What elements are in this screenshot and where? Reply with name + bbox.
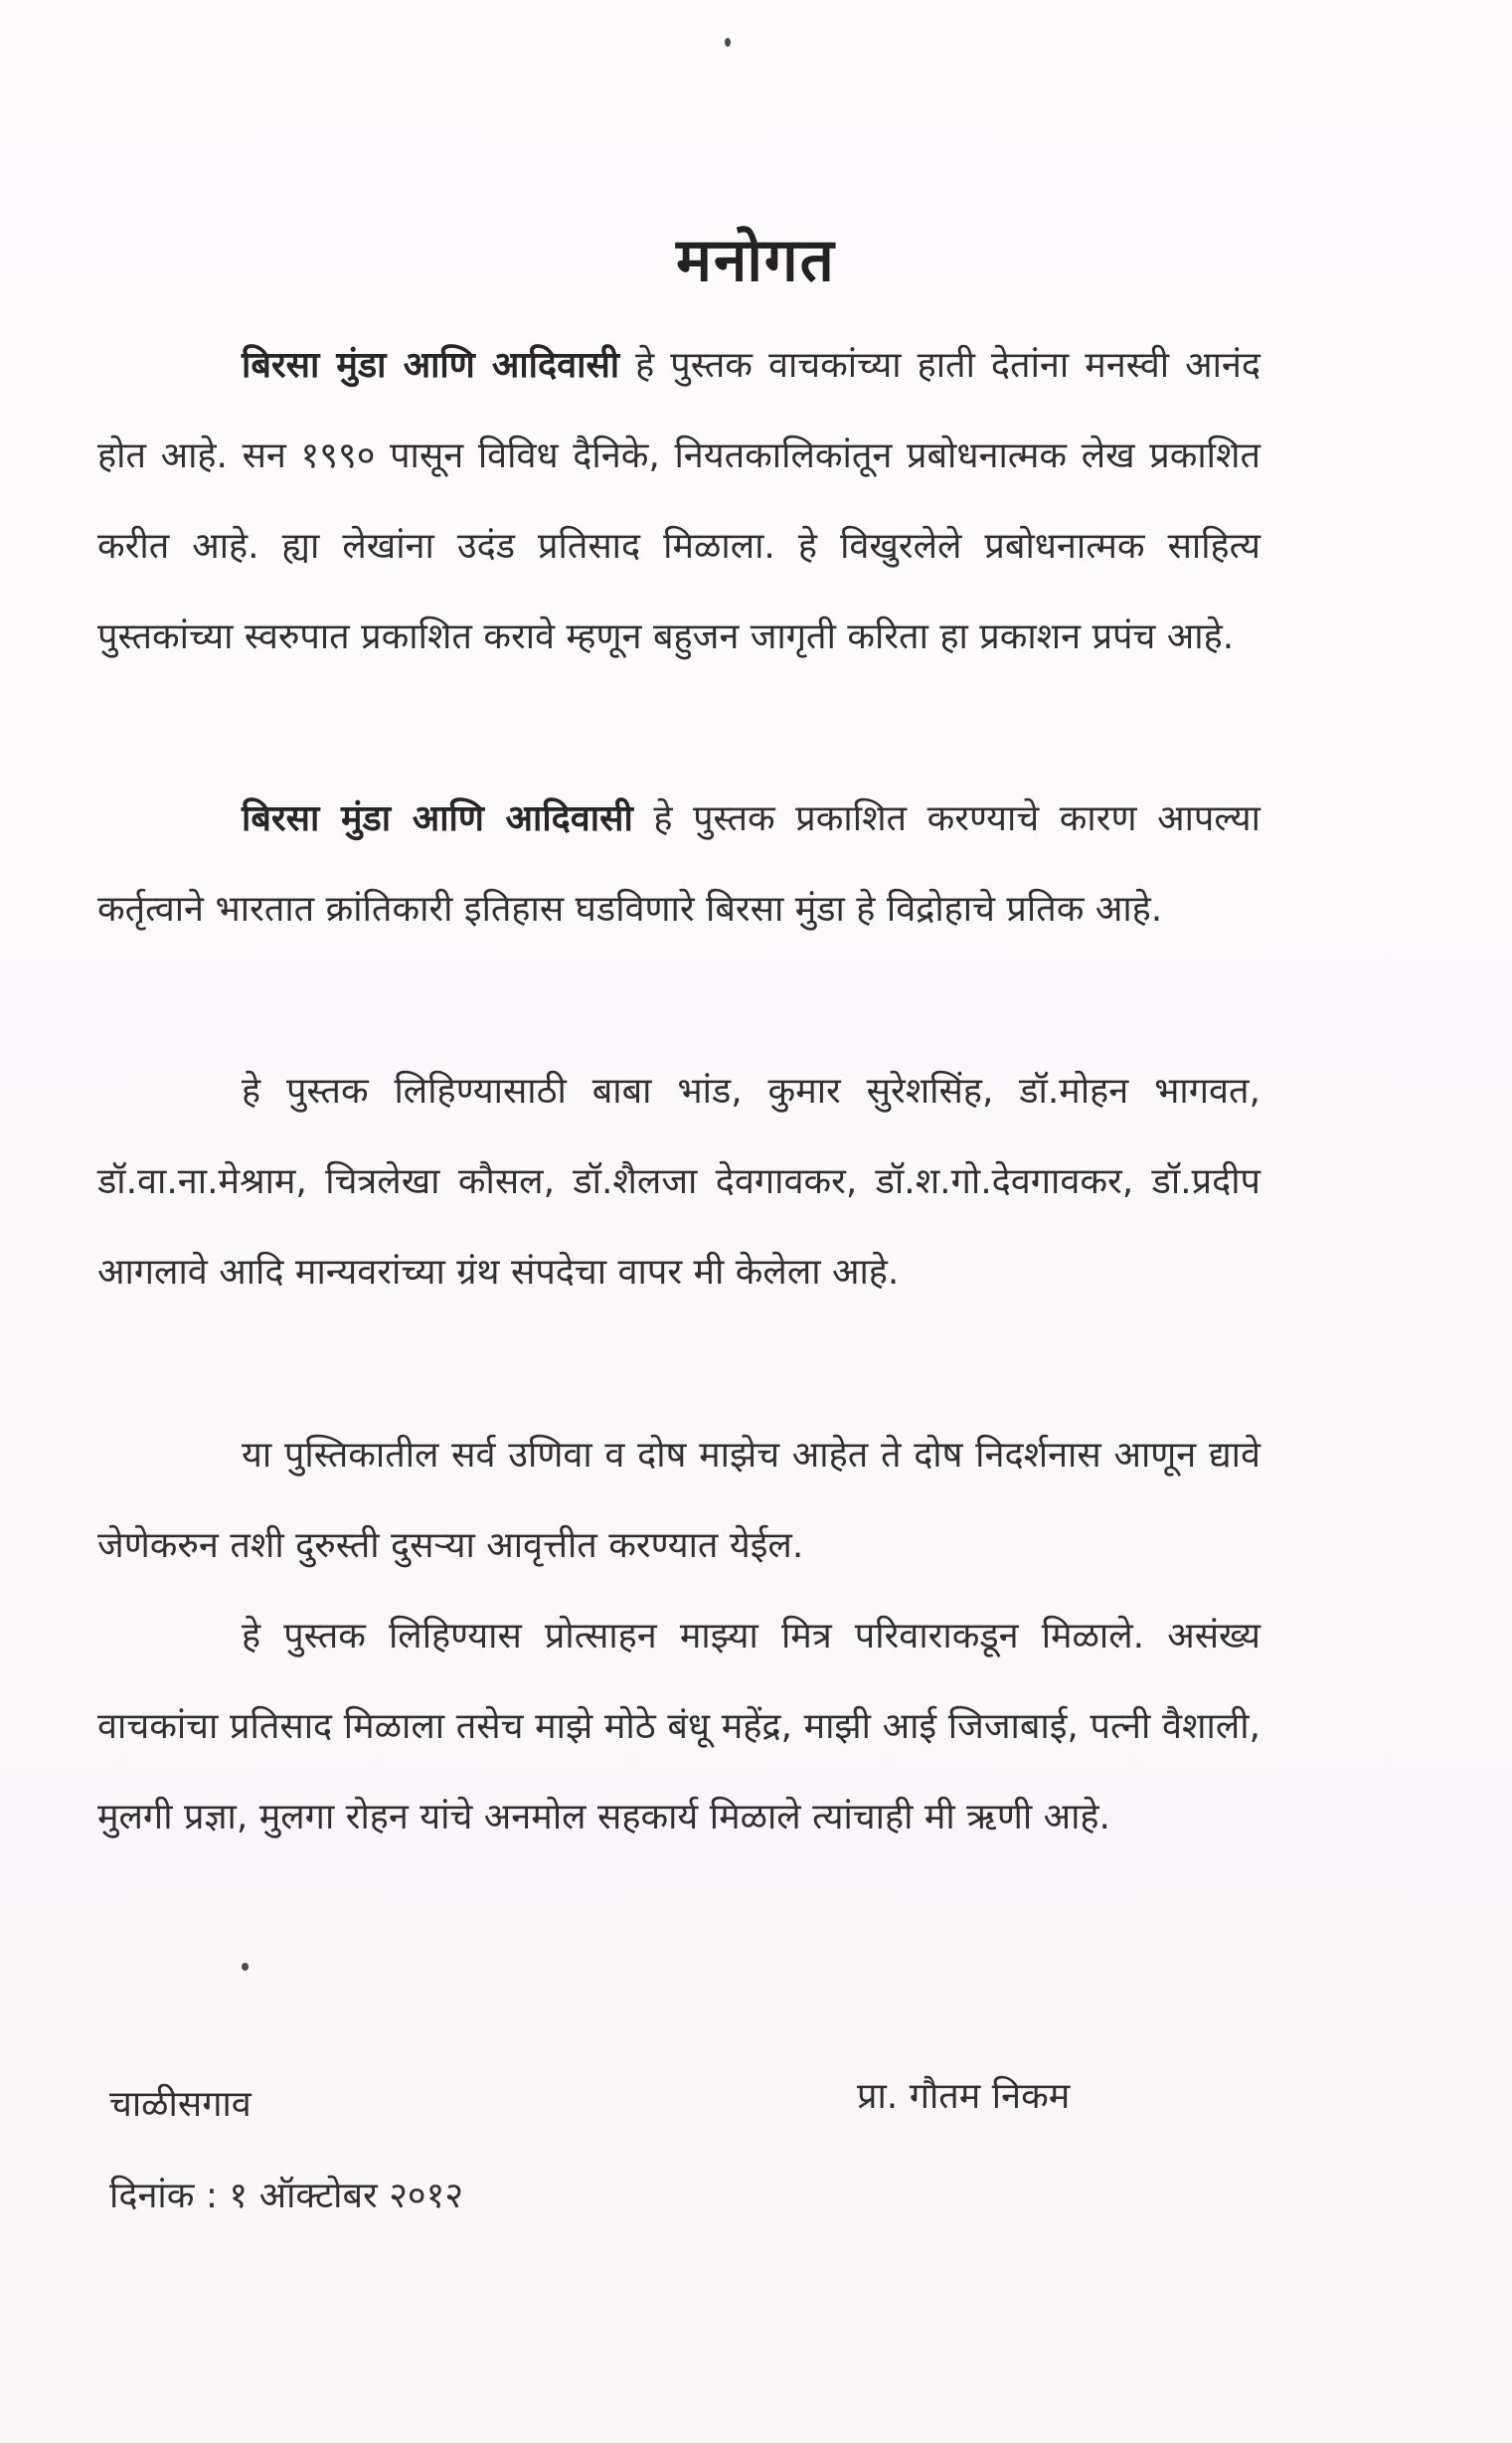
paragraph-2 xyxy=(97,774,1260,955)
date-label: दिनांक : १ ऑक्टोबर २०१२ xyxy=(109,2176,464,2216)
paragraph-4-text: या पुस्तिकातील सर्व उणिवा व दोष माझेच आहेत ते दोष निदर्शनास आणून द्यावे जेणेकरुन तशी दुरुस्ती दुसऱ्या आवृत्तीत करण्यात येईल. xyxy=(97,1435,1260,1566)
page-title: मनोगत xyxy=(676,226,836,295)
paragraph-1 xyxy=(97,320,1260,682)
paragraph-4 xyxy=(97,1410,1260,1591)
paragraph-1-text: हे पुस्तक वाचकांच्या हाती देतांना मनस्वी आनंद होत आहे. सन १९९० पासून विविध दैनिके, नियतकालिकांतून प्रबोधनात्मक लेख प्रकाशित करीत आहे. ह्या लेखांना उदंड प्रतिसाद मिळाला. हे विखुरलेले प्रबोधनात्मक साहित्य पुस्तकांच्या स्वरुपात प्रकाशित करावे म्हणून बहुजन जागृती करिता हा प्रकाशन प्रपंच आहे. xyxy=(97,345,1260,657)
paper-speck xyxy=(242,1963,249,1971)
paragraph-2-text: हे पुस्तक प्रकाशित करण्याचे कारण आपल्या कर्तृत्वाने भारतात क्रांतिकारी इतिहास घडविणारे बिरसा मुंडा हे विद्रोहाचे प्रतिक आहे. xyxy=(97,798,1260,930)
author-signature: प्रा. गौतम निकम xyxy=(857,2076,1071,2117)
paragraph-5-text: हे पुस्तक लिहिण्यास प्रोत्साहन माझ्या मित्र परिवाराकडून मिळाले. असंख्य वाचकांचा प्रतिसाद मिळाला तसेच माझे मोठे बंधू महेंद्र, माझी आई जिजाबाई, पत्नी वैशाली, मुलगी प्रज्ञा, मुलगा रोहन यांचे अनमोल सहकार्य मिळाले त्यांचाही मी ऋणी आहे. xyxy=(97,1616,1260,1837)
paragraph-2-lead: बिरसा मुंडा आणि आदिवासी xyxy=(242,798,633,839)
paragraph-1-lead: बिरसा मुंडा आणि आदिवासी xyxy=(242,345,620,386)
paper-speck xyxy=(725,38,731,47)
place-label: चाळीसगाव xyxy=(109,2084,252,2125)
paragraph-3-text: हे पुस्तक लिहिण्यासाठी बाबा भांड, कुमार सुरेशसिंह, डॉ.मोहन भागवत, डॉ.वा.ना.मेश्राम, चित्रलेखा कौसल, डॉ.शैलजा देवगावकर, डॉ.श.गो.देवगावकर, डॉ.प्रदीप आगलावे आदि मान्यवरांच्या ग्रंथ संपदेचा वापर मी केलेला आहे. xyxy=(97,1071,1260,1293)
paragraph-5 xyxy=(97,1591,1260,1862)
paragraph-3 xyxy=(97,1046,1260,1317)
